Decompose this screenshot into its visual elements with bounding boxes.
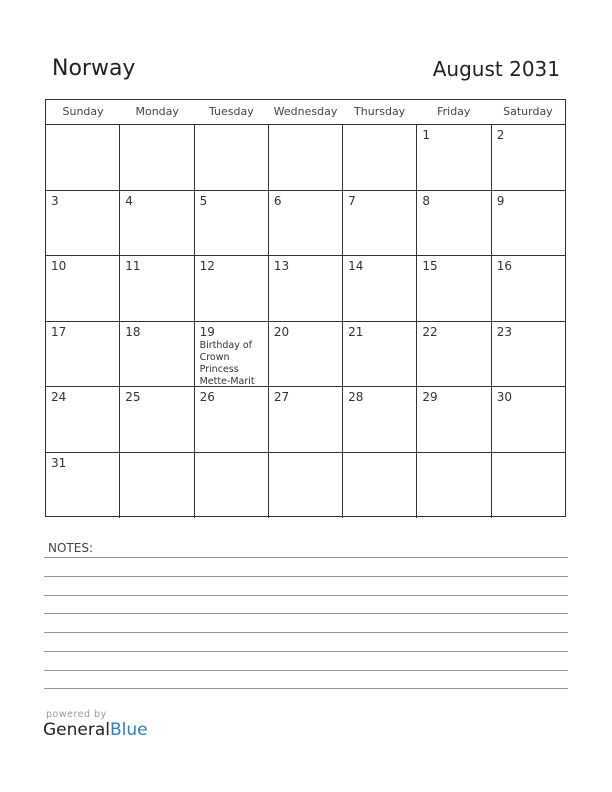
day-number: 3 [51, 193, 59, 208]
day-number: 15 [422, 259, 438, 273]
week-row-5 [46, 387, 565, 453]
note-line [44, 632, 568, 633]
note-line [44, 688, 568, 689]
week-row-2 [46, 191, 565, 257]
day-cell [417, 125, 491, 190]
weekday-monday: Monday [135, 105, 179, 118]
day-cell [120, 191, 194, 256]
note-line [44, 670, 568, 671]
day-number: 29 [422, 390, 438, 404]
day-number: 1 [422, 128, 431, 142]
day-cell [343, 256, 417, 321]
day-number: 25 [125, 390, 141, 404]
day-cell [417, 256, 491, 321]
day-number: 5 [199, 193, 208, 208]
day-cell [492, 256, 565, 321]
day-cell [120, 387, 194, 452]
day-cell [343, 125, 417, 190]
day-cell [195, 256, 269, 321]
day-number: 18 [125, 324, 141, 339]
week-row-1 [46, 125, 565, 191]
weekday-sunday: Sunday [62, 105, 104, 118]
day-number: 31 [51, 455, 67, 470]
day-cell [269, 322, 343, 387]
notes-label: NOTES: [48, 541, 93, 555]
day-number: 21 [348, 324, 364, 339]
day-number: 14 [348, 259, 364, 273]
day-cell [417, 322, 491, 387]
day-cell [120, 125, 194, 190]
day-number: 13 [273, 259, 290, 273]
day-number: 12 [199, 259, 215, 273]
day-number: 16 [496, 259, 512, 273]
holiday-event: Birthday of Crown Princess Mette-Marit [199, 339, 255, 386]
day-cell [417, 387, 491, 452]
day-cell [343, 453, 417, 519]
note-line [44, 576, 568, 577]
day-cell [343, 191, 417, 256]
day-number: 6 [273, 193, 282, 208]
note-line [44, 613, 568, 614]
day-number: 19 [199, 324, 215, 339]
week-row-4 [46, 322, 565, 388]
generalblue-logo [43, 720, 148, 740]
day-cell [120, 453, 194, 519]
logo-blue: Blue [110, 720, 148, 740]
day-cell [120, 256, 194, 321]
day-cell [46, 256, 120, 321]
note-line [44, 595, 568, 596]
weekday-saturday: Saturday [503, 105, 553, 118]
day-cell [46, 191, 120, 256]
weekday-thursday: Thursday [354, 105, 406, 118]
day-cell [195, 387, 269, 452]
day-number: 28 [348, 390, 364, 404]
day-cell [417, 453, 491, 519]
day-cell [46, 125, 120, 190]
weekday-wednesday: Wednesday [273, 105, 338, 118]
week-row-3 [46, 256, 565, 322]
day-cell [343, 387, 417, 452]
day-cell [492, 125, 565, 190]
day-cell [492, 191, 565, 256]
day-cell [269, 125, 343, 190]
day-cell [492, 387, 565, 452]
day-cell [269, 256, 343, 321]
day-number: 20 [273, 324, 290, 339]
day-number: 8 [422, 193, 431, 208]
day-cell [417, 191, 491, 256]
day-cell [46, 387, 120, 452]
weekday-header-row [46, 100, 565, 125]
day-cell [120, 322, 194, 387]
day-number: 23 [496, 324, 512, 339]
calendar-grid [45, 99, 566, 517]
day-cell [195, 191, 269, 256]
day-cell [46, 322, 120, 387]
day-cell [492, 453, 565, 519]
day-number: 7 [348, 193, 356, 208]
day-cell [195, 125, 269, 190]
day-number: 27 [273, 390, 290, 404]
day-cell [269, 453, 343, 519]
day-cell [195, 453, 269, 519]
day-number: 26 [199, 390, 215, 404]
weekday-tuesday: Tuesday [208, 105, 254, 118]
day-number: 10 [51, 259, 67, 273]
day-number: 24 [51, 390, 67, 404]
day-number: 17 [51, 324, 67, 339]
note-line [44, 651, 568, 652]
logo-general: General [43, 720, 110, 740]
day-number: 9 [496, 193, 505, 208]
day-cell [269, 387, 343, 452]
day-number: 22 [422, 324, 438, 339]
day-cell [492, 322, 565, 387]
note-line [44, 557, 568, 558]
week-row-6 [46, 453, 565, 519]
day-number: 4 [125, 193, 133, 208]
calendar-month-title: August 2031 [432, 57, 560, 81]
day-cell [269, 191, 343, 256]
day-cell [343, 322, 417, 387]
day-cell [46, 453, 120, 519]
weekday-friday: Friday [437, 105, 471, 118]
day-number: 11 [125, 259, 141, 273]
powered-by-text: powered by [46, 709, 107, 720]
calendar-country-title: Norway [52, 56, 136, 81]
day-number: 30 [496, 390, 512, 404]
day-cell [195, 322, 269, 387]
day-number: 2 [496, 128, 505, 142]
